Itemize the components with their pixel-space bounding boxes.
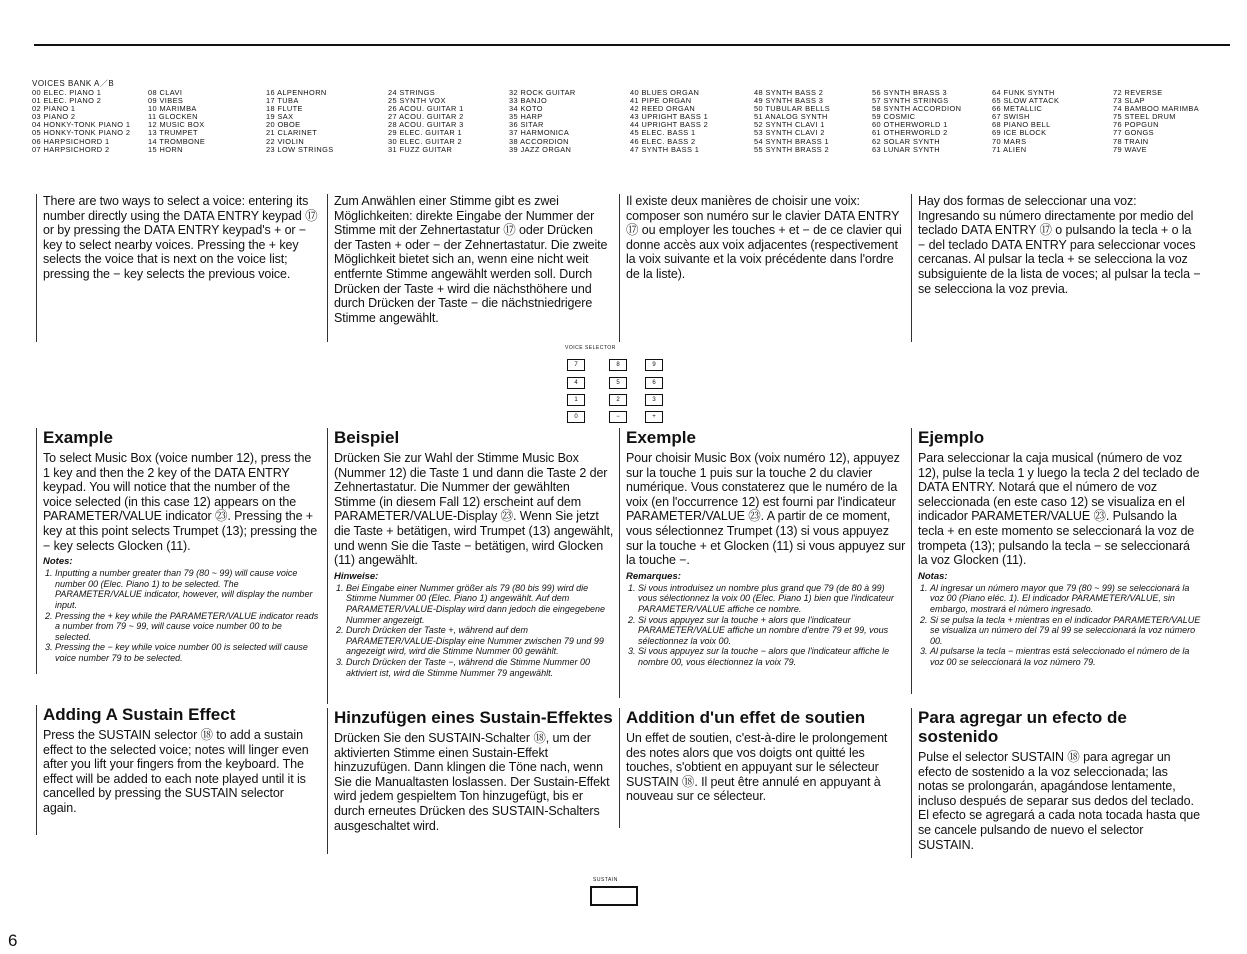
voice-list-item: 73 SLAP bbox=[1113, 96, 1145, 106]
voice-list-item: 35 HARP bbox=[509, 112, 543, 122]
voice-list-item: 27 ACOU. GUITAR 2 bbox=[388, 112, 464, 122]
intro-de bbox=[327, 194, 614, 342]
voice-list-item: 08 CLAVI bbox=[148, 88, 183, 97]
note-item: 2. Si se pulsa la tecla + mientras en el indicador PARAMETER/VALUE se visualiza un número del 79 al 99 se seleccionará la voz número 00. bbox=[930, 615, 1201, 647]
voice-column bbox=[630, 89, 708, 154]
voice-list-item: 58 SYNTH ACCORDION bbox=[872, 104, 962, 114]
sustain-es bbox=[911, 708, 1201, 858]
example-en-text: To select Music Box (voice number 12), press the 1 key and then the 2 key of the DATA ENTRY keypad. You will notice that the number of the voice selected (in this case 12) appears on the PARAMETER/VALUE indicator ㉓. Pressing the + key at this point selects Trumpet (13); pressing the − key selects Glocken (11). bbox=[43, 451, 318, 553]
voice-list-item: 25 SYNTH VOX bbox=[388, 96, 446, 106]
voice-list-item: 78 TRAIN bbox=[1113, 136, 1149, 146]
example-en bbox=[36, 428, 319, 674]
top-rule bbox=[34, 44, 1230, 46]
voice-list-item: 13 TRUMPET bbox=[148, 128, 198, 138]
voice-column bbox=[32, 89, 130, 154]
voice-list-item: 01 ELEC. PIANO 2 bbox=[32, 96, 102, 106]
sustain-fr-text: Un effet de soutien, c'est-à-dire le prolongement des notes alors que vos doigts ont quitté les touches, s'obtient en appuyant sur le sélecteur SUSTAIN ⑱. Il peut être annulé en appuyant à nouveau sur ce sélecteur. bbox=[626, 731, 888, 804]
keypad-key: 2 bbox=[609, 394, 627, 406]
sustain-en-title: Adding A Sustain Effect bbox=[43, 705, 236, 724]
note-item: 3. Pressing the − key while voice number 00 is selected will cause voice number 79 to be selected. bbox=[55, 642, 319, 663]
example-de-text: Drücken Sie zur Wahl der Stimme Music Box (Nummer 12) die Taste 1 und dann die Taste 2 der Zehnertastatur. Die Nummer der gewählten Stimme (in diesem Fall 12) erscheint auf dem PARAMETER/VALUE-Display ㉓. Wenn Sie jetzt die Taste + betätigen, wird Trumpet (13) angewählt, und wenn Sie die Taste − betätigen, wird Glocken (11) angewählt. bbox=[334, 451, 614, 568]
voice-list-item: 56 SYNTH BRASS 3 bbox=[872, 88, 947, 97]
sustain-selector-diagram bbox=[590, 886, 638, 906]
voice-list-item: 48 SYNTH BASS 2 bbox=[754, 88, 824, 97]
sustain-fr-title: Addition d'un effet de soutien bbox=[626, 708, 866, 727]
note-item: 3. Durch Drücken der Taste −, während die Stimme Nummer 00 aktiviert ist, wird die Stimme Nummer 79 angewählt. bbox=[346, 657, 614, 678]
voice-list-item: 40 BLUES ORGAN bbox=[630, 88, 700, 97]
keypad-key: 0 bbox=[567, 411, 585, 423]
keypad-key: 6 bbox=[645, 377, 663, 389]
voice-list-item: 54 SYNTH BRASS 1 bbox=[754, 136, 829, 146]
voice-list-item: 29 ELEC. GUITAR 1 bbox=[388, 128, 463, 138]
example-es-notes-title: Notas: bbox=[918, 570, 948, 582]
example-es-title: Ejemplo bbox=[918, 428, 985, 447]
voice-list-item: 50 TUBULAR BELLS bbox=[754, 104, 831, 114]
note-item: 2. Durch Drücken der Taste +, während auf dem PARAMETER/VALUE-Display eine Nummer zwischen 79 und 99 angezeigt wird, wird die Stimme Nummer 00 gewählt. bbox=[346, 625, 614, 657]
voice-list-item: 09 VIBES bbox=[148, 96, 184, 106]
voice-list-item: 28 ACOU. GUITAR 3 bbox=[388, 120, 464, 130]
intro-de-text: Zum Anwählen einer Stimme gibt es zwei Möglichkeiten: direkte Eingabe der Nummer der Stimme mit der Zehnertastatur ⑰ oder Drücken der Tasten + oder − der Zehnertastatur. Die zweite Möglichkeit bietet sich an, wenn eine nicht weit entfernte Stimme angewählt werden soll. Durch Drücken der Taste + wird die nächsthöhere und durch Drücken der Taste − die nächstniedrigere Stimme angewählt. bbox=[334, 194, 608, 325]
voice-list-item: 15 HORN bbox=[148, 144, 183, 154]
voice-list-item: 19 SAX bbox=[266, 112, 294, 122]
sustain-de-title: Hinzufügen eines Sustain-Effektes bbox=[334, 708, 613, 727]
voice-list-item: 43 UPRIGHT BASS 1 bbox=[630, 112, 709, 122]
note-item: 3. Al pulsarse la tecla − mientras está seleccionado el número de la voz 00 se seleccionará la voz número 79. bbox=[930, 646, 1201, 667]
intro-en-text: There are two ways to select a voice: entering its number directly using the DATA ENTRY keypad ⑰ or by pressing the DATA ENTRY keypad's + or − key to select nearby voices. Pressing the + key selects the voice that is next on the voice list; pressing the − key selects the previous voice. bbox=[43, 194, 318, 281]
voice-list-item: 24 STRINGS bbox=[388, 88, 436, 97]
voice-list-item: 38 ACCORDION bbox=[509, 136, 569, 146]
example-de-notes bbox=[334, 583, 614, 678]
note-item: 2. Pressing the + key while the PARAMETER/VALUE indicator reads a number from 79 ~ 99, will cause voice number 00 to be selected. bbox=[55, 611, 319, 643]
note-item: 2. Si vous appuyez sur la touche + alors que l'indicateur PARAMETER/VALUE affiche un nombre d'entre 79 et 99, vous sélectionnez la voix 00. bbox=[638, 615, 906, 647]
voice-list-item: 34 KOTO bbox=[509, 104, 543, 114]
voice-list-item: 36 SITAR bbox=[509, 120, 544, 130]
voice-list-item: 02 PIANO 1 bbox=[32, 104, 76, 114]
voice-list-item: 66 METALLIC bbox=[992, 104, 1043, 114]
intro-fr-text: Il existe deux manières de choisir une voix: composer son numéro sur le clavier DATA ENTRY ⑰ ou employer les touches + et − de ce clavier qui donne accès aux voix adjacentes (respectivement la voix suivante et la voix précédente dans l'ordre de la liste). bbox=[626, 194, 902, 281]
note-item: 1. Al ingresar un número mayor que 79 (80 ~ 99) se seleccionará la voz 00 (Piano eléc. 1). El indicador PARAMETER/VALUE, sin embargo, mostrará el número ingresado. bbox=[930, 583, 1201, 615]
voice-list-item: 75 STEEL DRUM bbox=[1113, 112, 1176, 122]
voice-list-item: 11 GLOCKEN bbox=[148, 112, 198, 122]
keypad-key: + bbox=[645, 411, 663, 423]
example-es-text: Para seleccionar la caja musical (número de voz 12), pulse la tecla 1 y luego la tecla 2 del teclado de DATA ENTRY. Notará que el número de voz seleccionada (en este caso 12) se visualiza en el indicador PARAMETER/VALUE ㉓. Pulsando la tecla + en este momento se seleccionará la voz de trompeta (13); pulsando la tecla − se seleccionará la voz Glocken (11). bbox=[918, 451, 1200, 568]
example-fr-notes bbox=[626, 583, 906, 668]
voice-list-item: 47 SYNTH BASS 1 bbox=[630, 144, 700, 154]
voice-column bbox=[266, 89, 334, 154]
voice-list-item: 67 SWISH bbox=[992, 112, 1030, 122]
voice-list-item: 03 PIANO 2 bbox=[32, 112, 76, 122]
example-es-notes bbox=[918, 583, 1201, 668]
voice-column bbox=[754, 89, 830, 154]
voice-list-item: 18 FLUTE bbox=[266, 104, 303, 114]
keypad-key: 9 bbox=[645, 359, 663, 371]
example-fr bbox=[619, 428, 906, 698]
voice-list-item: 31 FUZZ GUITAR bbox=[388, 144, 453, 154]
intro-en bbox=[36, 194, 319, 342]
voice-list-item: 17 TUBA bbox=[266, 96, 299, 106]
voice-list-item: 63 LUNAR SYNTH bbox=[872, 144, 941, 154]
voice-list-item: 70 MARS bbox=[992, 136, 1027, 146]
voice-list-item: 44 UPRIGHT BASS 2 bbox=[630, 120, 709, 130]
example-de-notes-title: Hinweise: bbox=[334, 570, 379, 582]
sustain-selector-label: SUSTAIN bbox=[593, 877, 618, 883]
voice-list-item: 37 HARMONICA bbox=[509, 128, 570, 138]
keypad-key: 3 bbox=[645, 394, 663, 406]
voice-list-item: 07 HARPSICHORD 2 bbox=[32, 144, 110, 154]
voice-list-item: 42 REED ORGAN bbox=[630, 104, 696, 114]
keypad-key: 4 bbox=[567, 377, 585, 389]
voice-list-item: 26 ACOU. GUITAR 1 bbox=[388, 104, 464, 114]
voice-list-item: 52 SYNTH CLAVI 1 bbox=[754, 120, 825, 130]
note-item: 1. Inputting a number greater than 79 (80 ~ 99) will cause voice number 00 (Elec. Piano 1) to be selected. The PARAMETER/VALUE indicator, however, will display the number input. bbox=[55, 568, 319, 610]
voice-column bbox=[992, 89, 1059, 154]
sustain-en-text: Press the SUSTAIN selector ⑱ to add a sustain effect to the selected voice; notes will linger even after you lift your fingers from the keyboard. The effect will be added to each note played until it is cancelled by pressing the SUSTAIN selector again. bbox=[43, 728, 309, 815]
voice-list-item: 68 PIANO BELL bbox=[992, 120, 1051, 130]
voice-list-item: 49 SYNTH BASS 3 bbox=[754, 96, 824, 106]
voice-list-item: 32 ROCK GUITAR bbox=[509, 88, 576, 97]
intro-es-text: Hay dos formas de seleccionar una voz: Ingresando su número directamente por medio del teclado DATA ENTRY ⑰ o pulsando la tecla + o la − del teclado DATA ENTRY para seleccionar voces cercanas. Al pulsar la tecla + se selecciona la voz subsiguiente de la lista de voces; al pulsar la tecla − se selecciona la voz previa. bbox=[918, 194, 1201, 296]
voice-list-item: 05 HONKY-TONK PIANO 2 bbox=[32, 128, 131, 138]
voice-list-item: 65 SLOW ATTACK bbox=[992, 96, 1060, 106]
voice-column bbox=[388, 89, 464, 154]
voice-list-item: 21 CLARINET bbox=[266, 128, 318, 138]
keypad-key: 7 bbox=[567, 359, 585, 371]
voice-list-item: 72 REVERSE bbox=[1113, 88, 1163, 97]
voice-list-item: 74 BAMBOO MARIMBA bbox=[1113, 104, 1200, 114]
keypad-key: − bbox=[609, 411, 627, 423]
keypad-key: 5 bbox=[609, 377, 627, 389]
voice-list-item: 22 VIOLIN bbox=[266, 136, 305, 146]
example-en-title: Example bbox=[43, 428, 113, 447]
example-en-notes-title: Notes: bbox=[43, 556, 73, 568]
voice-list-item: 77 GONGS bbox=[1113, 128, 1154, 138]
note-item: 3. Si vous appuyez sur la touche − alors que l'indicateur affiche le nombre 00, vous électionnez la voix 79. bbox=[638, 646, 906, 667]
voice-selector-label: VOICE SELECTOR bbox=[565, 345, 616, 351]
voice-list-item: 00 ELEC. PIANO 1 bbox=[32, 88, 102, 97]
voice-list-item: 20 OBOE bbox=[266, 120, 301, 130]
example-en-notes bbox=[43, 568, 319, 663]
voice-list-item: 69 ICE BLOCK bbox=[992, 128, 1047, 138]
sustain-es-text: Pulse el selector SUSTAIN ⑱ para agregar un efecto de sostenido a la voz seleccionada; las notas se prolongarán, apagándose lentamente, incluso después de separar sus dedos del teclado. El efecto se agregará a cada nota tocada hasta que se cancele pulsando de nuevo el selector SUSTAIN. bbox=[918, 750, 1201, 852]
voice-list-item: 59 COSMIC bbox=[872, 112, 916, 122]
voice-list-item: 45 ELEC. BASS 1 bbox=[630, 128, 696, 138]
voice-list-item: 04 HONKY-TONK PIANO 1 bbox=[32, 120, 131, 130]
voice-column bbox=[148, 89, 205, 154]
voice-column bbox=[872, 89, 961, 154]
voice-list-item: 23 LOW STRINGS bbox=[266, 144, 334, 154]
voice-list-item: 16 ALPENHORN bbox=[266, 88, 327, 97]
voice-list-item: 33 BANJO bbox=[509, 96, 548, 106]
voice-list-item: 10 MARIMBA bbox=[148, 104, 197, 114]
voice-list-item: 55 SYNTH BRASS 2 bbox=[754, 144, 829, 154]
note-item: 1. Bei Eingabe einer Nummer größer als 79 (80 bis 99) wird die Stimme Nummer 00 (Elec. Piano 1) angewählt. Auf dem PARAMETER/VALUE-Display wird dann jedoch die eingegebene Nummer angezeigt. bbox=[346, 583, 614, 625]
voice-list-item: 12 MUSIC BOX bbox=[148, 120, 205, 130]
voice-list-item: 71 ALIEN bbox=[992, 144, 1027, 154]
voice-list-item: 60 OTHERWORLD 1 bbox=[872, 120, 948, 130]
voice-list-item: 30 ELEC. GUITAR 2 bbox=[388, 136, 463, 146]
voice-list-item: 53 SYNTH CLAVI 2 bbox=[754, 128, 825, 138]
example-es bbox=[911, 428, 1201, 694]
example-de-title: Beispiel bbox=[334, 428, 400, 447]
voice-list-item: 62 SOLAR SYNTH bbox=[872, 136, 941, 146]
intro-es bbox=[911, 194, 1201, 342]
voice-list-item: 64 FUNK SYNTH bbox=[992, 88, 1055, 97]
keypad-key: 1 bbox=[567, 394, 585, 406]
voice-list-item: 76 POPGUN bbox=[1113, 120, 1159, 130]
voice-list-item: 46 ELEC. BASS 2 bbox=[630, 136, 696, 146]
voice-list-item: 51 ANALOG SYNTH bbox=[754, 112, 828, 122]
sustain-de-text: Drücken Sie den SUSTAIN-Schalter ⑱, um der aktivierten Stimme einen Sustain-Effekt hinzuzufügen. Dann klingen die Töne nach, wenn Sie die Manualtasten loslassen. Der Sustain-Effekt wird jedem gespieltem Ton hinzugefügt, bis er durch erneutes Drücken des SUSTAIN-Schalters ausgeschaltet wird. bbox=[334, 731, 610, 833]
keypad-key: 8 bbox=[609, 359, 627, 371]
sustain-es-title: Para agregar un efecto de sostenido bbox=[918, 708, 1127, 746]
voice-column bbox=[1113, 89, 1199, 154]
intro-fr bbox=[619, 194, 906, 342]
example-fr-notes-title: Remarques: bbox=[626, 570, 681, 582]
voice-list-item: 79 WAVE bbox=[1113, 144, 1148, 154]
example-fr-title: Exemple bbox=[626, 428, 696, 447]
voice-list-item: 41 PIPE ORGAN bbox=[630, 96, 692, 106]
sustain-en bbox=[36, 705, 319, 835]
voice-list-item: 61 OTHERWORLD 2 bbox=[872, 128, 948, 138]
voice-list-item: 06 HARPSICHORD 1 bbox=[32, 136, 110, 146]
voices-header: VOICES BANK A／B bbox=[32, 79, 115, 88]
sustain-fr bbox=[619, 708, 906, 828]
note-item: 1. Si vous introduisez un nombre plus grand que 79 (de 80 à 99) vous sélectionnez la voix 00 (Elec. Piano 1) bien que l'indicateur PARAMETER/VALUE affiche ce nombre. bbox=[638, 583, 906, 615]
voice-list-item: 14 TROMBONE bbox=[148, 136, 206, 146]
example-fr-text: Pour choisir Music Box (voix numéro 12), appuyez sur la touche 1 puis sur la touche 2 du clavier numérique. Vous constaterez que le numéro de la voix (en l'occurrence 12) est fourni par l'indicateur PARAMETER/VALUE ㉓. A partir de ce moment, vous sélectionnez Trumpet (13) si vous appuyez sur la touche + et Glocken (11) si vous appuyez sur la touche −. bbox=[626, 451, 906, 568]
voice-column bbox=[509, 89, 576, 154]
example-de bbox=[327, 428, 614, 704]
sustain-de bbox=[327, 708, 614, 854]
voice-list-item: 39 JAZZ ORGAN bbox=[509, 144, 572, 154]
voice-list-item: 57 SYNTH STRINGS bbox=[872, 96, 949, 106]
page-number: 6 bbox=[8, 931, 18, 950]
